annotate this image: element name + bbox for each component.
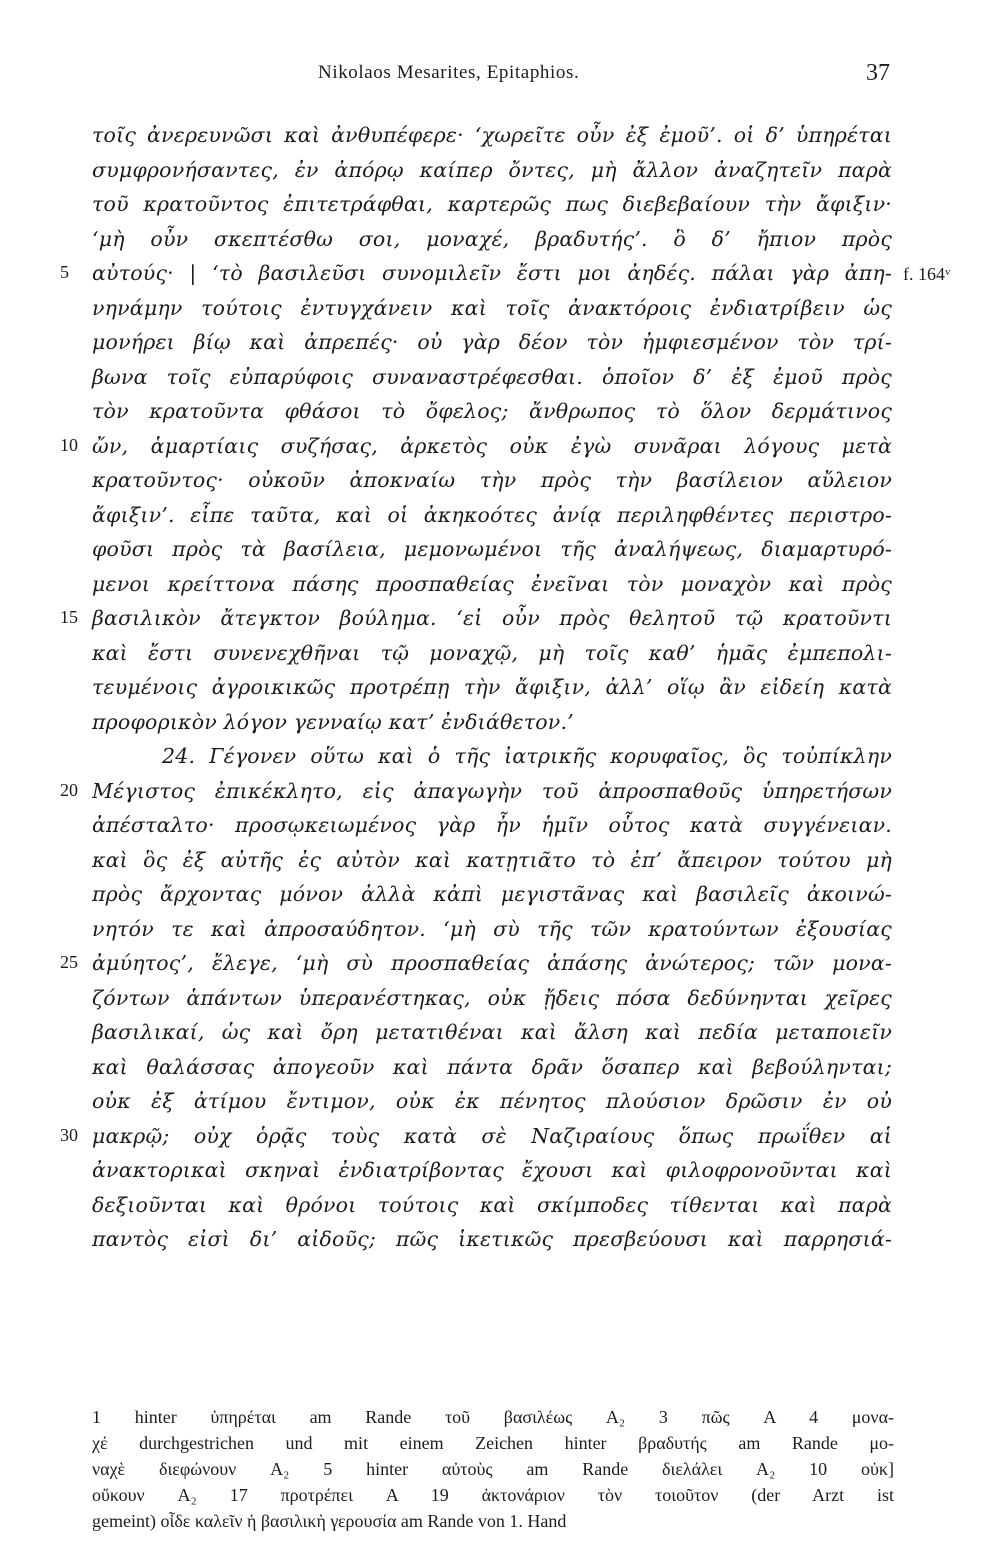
apparatus-line: ναχὲ διεφώνουν A₂ 5 hinter αὐτοὺς am Rande διελάλει A₂ 10 οὐκ] xyxy=(92,1459,894,1479)
text-line xyxy=(0,779,1000,814)
main-text xyxy=(0,123,1000,1262)
line-text: φοῦσι πρὸς τὰ βασίλεια, μεμονωμένοι τῆς ἀναλήψεως, διαμαρτυρό- xyxy=(92,537,892,561)
text-line xyxy=(0,1055,1000,1090)
line-text: μενοι κρείττονα πάσης προσπαθείας ἐνεῖναι τὸν μοναχὸν καὶ πρὸς xyxy=(92,571,892,596)
line-text: ζόντων ἁπάντων ὑπερανέστηκας, οὐκ ᾔδεις πόσα δεδύνηνται χεῖρες xyxy=(92,985,892,1010)
line-number: 5 xyxy=(60,262,69,282)
line-text: 24. Γέγονεν οὕτω καὶ ὁ τῆς ἰατρικῆς κορυφαῖος, ὃς τοὐπίκλην xyxy=(162,744,892,768)
text-line xyxy=(0,227,1000,262)
text-line xyxy=(0,917,1000,952)
text-line xyxy=(0,710,1000,745)
line-text: παντὸς εἰσὶ δι’ αἰδοῦς; πῶς ἱκετικῶς πρεσβεύουσι καὶ παρρησιά- xyxy=(92,1227,892,1251)
line-text: ἀμύητος’, ἔλεγε, ‘μὴ σὺ προσπαθείας ἁπάσης ἀνώτερος; τῶν μονα- xyxy=(92,951,892,975)
apparatus-line: χέ durchgestrichen und mit einem Zeichen hinter βραδυτής am Rande μο- xyxy=(92,1433,894,1453)
line-text: συμφρονήσαντες, ἐν ἀπόρῳ καίπερ ὄντες, μὴ ἄλλον ἀναζητεῖν παρὰ xyxy=(92,157,892,182)
text-line xyxy=(0,503,1000,538)
page-number: 37 xyxy=(866,60,890,86)
line-text: μακρῷ; οὐχ ὁρᾷς τοὺς κατὰ σὲ Ναζιραίους ὅπως πρωΐθεν αἱ xyxy=(92,1123,892,1148)
line-text: ἀπέσταλτο· προσῳκειωμένος γὰρ ἦν ἡμῖν οὗτος κατὰ συγγένειαν. xyxy=(92,813,892,837)
text-line xyxy=(0,1020,1000,1055)
line-number: 20 xyxy=(60,779,78,800)
text-line xyxy=(0,986,1000,1021)
line-number: 30 xyxy=(60,1124,78,1145)
text-line xyxy=(0,572,1000,607)
line-number: 25 xyxy=(60,952,78,972)
text-line xyxy=(0,537,1000,572)
line-text: μονήρει βίῳ καὶ ἀπρεπές· οὐ γὰρ δέον τὸν ἠμφιεσμένον τὸν τρί- xyxy=(92,330,892,354)
line-text: τευμένοις ἀγροικικῶς προτρέπῃ τὴν ἄφιξιν, ἀλλ’ οἵῳ ἂν εἰδείη κατὰ xyxy=(92,675,892,699)
apparatus-line: gemeint) οἶδε καλεῖν ἡ βασιλικὴ γερουσία am Rande von 1. Hand xyxy=(92,1511,567,1531)
line-text: ‘μὴ οὖν σκεπτέσθω σοι, μοναχέ, βραδυτής’. ὃ δ’ ἤπιον πρὸς xyxy=(92,226,892,251)
line-text: νητόν τε καὶ ἀπροσαύδητον. ‘μὴ σὺ τῆς τῶν κρατούντων ἐξουσίας xyxy=(92,916,892,941)
line-text: προφορικὸν λόγον γενναίῳ κατ’ ἐνδιάθετον.’ xyxy=(92,709,574,734)
line-text: κρατοῦντος· οὐκοῦν ἀποκναίω τὴν πρὸς τὴν βασίλειον αὔλειον xyxy=(92,468,892,492)
text-line xyxy=(0,1124,1000,1159)
text-line xyxy=(0,951,1000,986)
text-line xyxy=(0,123,1000,158)
text-line xyxy=(0,882,1000,917)
text-line xyxy=(0,606,1000,641)
line-text: καὶ θαλάσσας ἀπογεοῦν καὶ πάντα δρᾶν ὅσαπερ καὶ βεβούληνται; xyxy=(92,1054,892,1079)
line-number: 15 xyxy=(60,607,78,627)
text-line xyxy=(0,1158,1000,1193)
text-line xyxy=(0,365,1000,400)
apparatus-line: οὔκουν A₂ 17 προτρέπει A 19 ἀκτονάριον τὸν τοιοῦτον (der Arzt ist xyxy=(92,1485,894,1505)
line-number: 10 xyxy=(60,434,78,455)
critical-apparatus xyxy=(92,1407,894,1537)
text-line xyxy=(0,296,1000,331)
text-line xyxy=(0,158,1000,193)
line-text: δεξιοῦνται καὶ θρόνοι τούτοις καὶ σκίμποδες τίθενται καὶ παρὰ xyxy=(92,1192,892,1217)
line-text: νηνάμην τούτοις ἐντυγχάνειν καὶ τοῖς ἀνακτόροις ἐνδιατρίβειν ὡς xyxy=(92,295,892,320)
line-text: καὶ ὃς ἐξ αὐτῆς ἐς αὐτὸν καὶ κατῃτιᾶτο τὸ ἐπ’ ἄπειρον τούτου μὴ xyxy=(92,847,892,872)
line-text: βασιλικαί, ὡς καὶ ὄρη μετατιθέναι καὶ ἄλση καὶ πεδία μεταποιεῖν xyxy=(92,1020,892,1044)
line-text: τοῦ κρατοῦντος ἐπιτετράφθαι, καρτερῶς πως διεβεβαίουν τὴν ἄφιξιν· xyxy=(92,192,892,216)
line-text: τὸν κρατοῦντα φθάσοι τὸ ὄφελος; ἄνθρωπος τὸ ὅλον δερμάτινος xyxy=(92,399,892,423)
line-text: Μέγιστος ἐπικέκλητο, εἰς ἀπαγωγὴν τοῦ ἀπροσπαθοῦς ὑπηρετήσων xyxy=(92,778,892,803)
text-line xyxy=(0,675,1000,710)
line-text: καὶ ἔστι συνενεχθῆναι τῷ μοναχῷ, μὴ τοῖς καθ’ ἡμᾶς ἐμπεπολι- xyxy=(92,640,892,665)
line-text: βασιλικὸν ἄτεγκτον βούλημα. ‘εἰ οὖν πρὸς θελητοῦ τῷ κρατοῦντι xyxy=(92,606,892,630)
apparatus-line: 1 hinter ὑπηρέται am Rande τοῦ βασιλέως A₂ 3 πῶς A 4 μονα- xyxy=(92,1407,894,1427)
text-line xyxy=(0,261,1000,296)
text-line xyxy=(0,744,1000,779)
text-line xyxy=(0,399,1000,434)
text-line xyxy=(0,192,1000,227)
line-text: ὤν, ἁμαρτίαις συζήσας, ἀρκετὸς οὐκ ἐγὼ συνᾶραι λόγους μετὰ xyxy=(92,433,892,458)
line-text: ἀνακτορικαὶ σκηναὶ ἐνδιατρίβοντας ἔχουσι καὶ φιλοφρονοῦνται καὶ xyxy=(92,1158,892,1182)
line-text: βωνα τοῖς εὐπαρύφοις συναναστρέφεσθαι. ὁποῖον δ’ ἐξ ἐμοῦ πρὸς xyxy=(92,364,892,389)
line-text: οὐκ ἐξ ἀτίμου ἔντιμον, οὐκ ἐκ πένητος πλούσιον δρῶσιν ἐν οὐ xyxy=(92,1089,892,1113)
text-line xyxy=(0,434,1000,469)
text-line xyxy=(0,330,1000,365)
text-line xyxy=(0,1227,1000,1262)
line-text: ἄφιξιν’. εἶπε ταῦτα, καὶ οἱ ἀκηκοότες ἀνίᾳ περιληφθέντες περιστρο- xyxy=(92,502,892,527)
text-line xyxy=(0,641,1000,676)
text-line xyxy=(0,1193,1000,1228)
line-text: πρὸς ἄρχοντας μόνον ἀλλὰ κἀπὶ μεγιστᾶνας καὶ βασιλεῖς ἀκοινώ- xyxy=(92,882,892,906)
running-head xyxy=(0,60,1000,94)
line-text: αὐτούς· | ‘τὸ βασιλεῦσι συνομιλεῖν ἔστι μοι ἀηδές. πάλαι γὰρ ἀπη- xyxy=(92,261,892,285)
line-text: τοῖς ἀνερευνῶσι καὶ ἀνθυπέφερε· ‘χωρεῖτε οὖν ἐξ ἐμοῦ’. οἱ δ’ ὑπηρέται xyxy=(92,123,892,147)
running-title: Nikolaos Mesarites, Epitaphios. xyxy=(318,62,580,83)
text-line xyxy=(0,813,1000,848)
text-line xyxy=(0,848,1000,883)
text-line xyxy=(0,468,1000,503)
folio-margin-note: f. 164ᵛ xyxy=(903,264,951,284)
text-line xyxy=(0,1089,1000,1124)
